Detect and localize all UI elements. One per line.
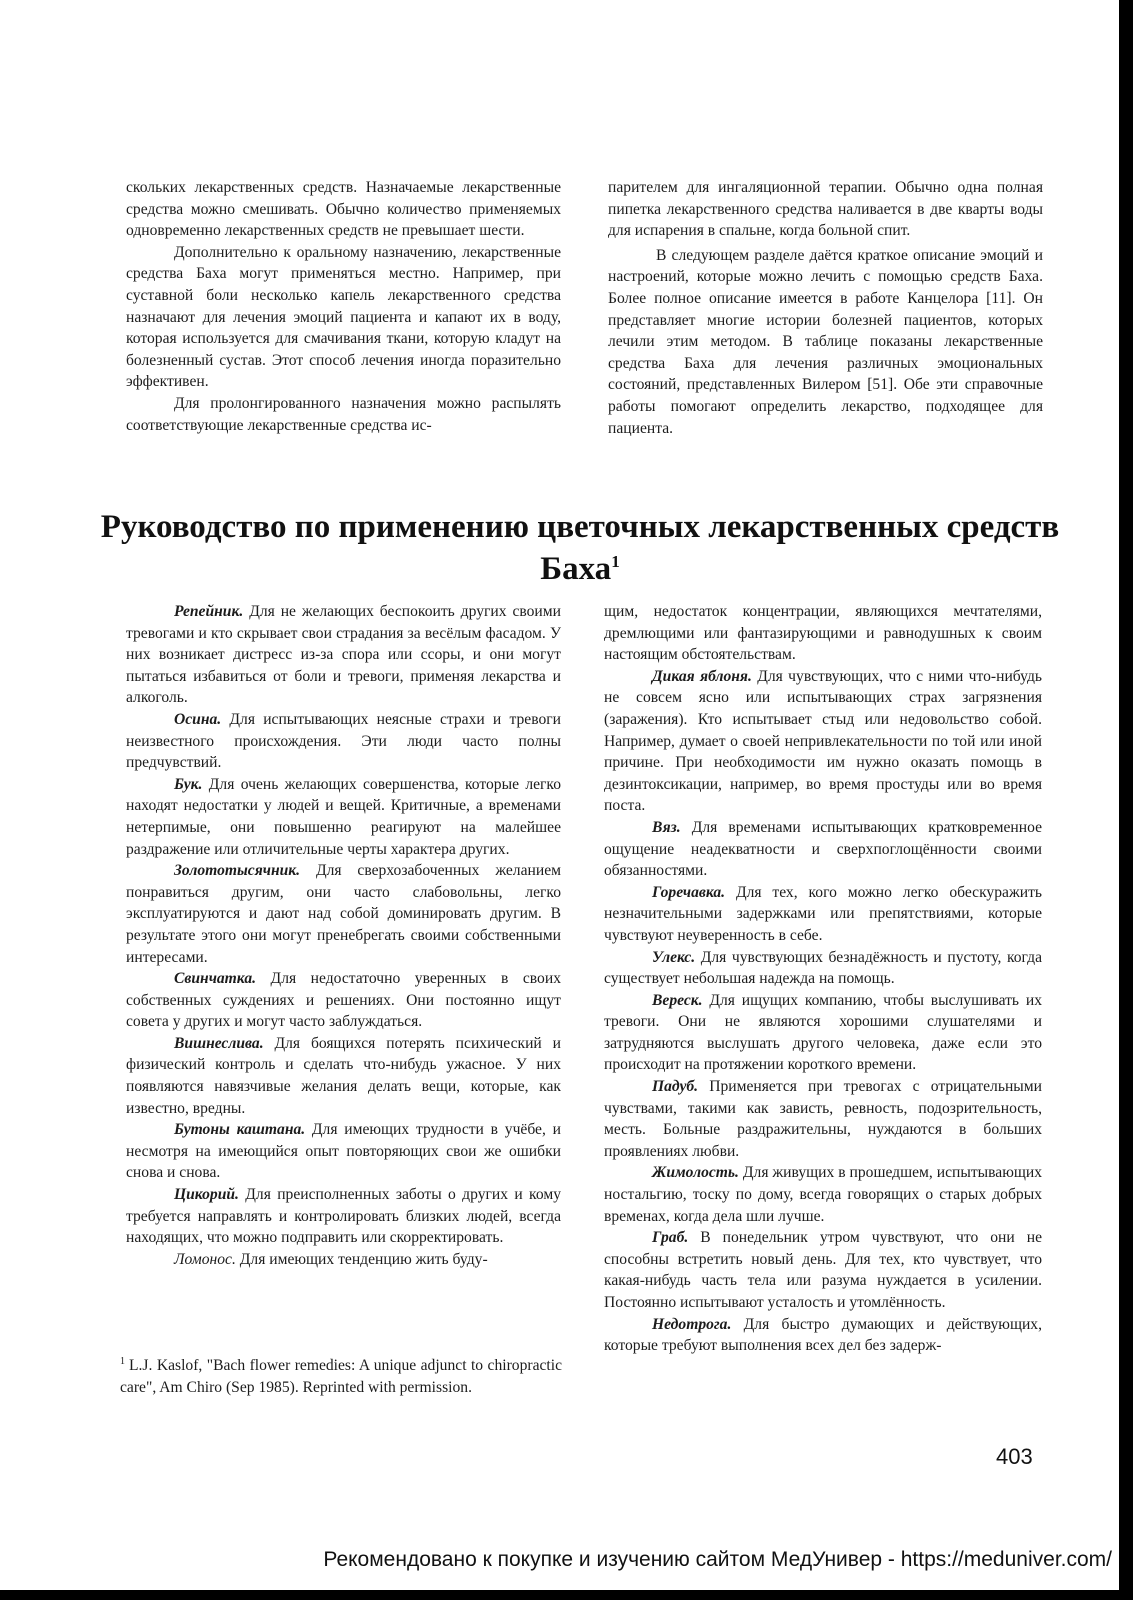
remedy-description: Для временами испытывающих кратковременное ощущение неадекватности и сверхпоглощённости своими обязанностями. [604,818,1042,880]
remedy-description: Для имеющих трудности в учёбе, и несмотря на имеющийся опыт повторяющих свои же ошибки снова и снова. [126,1121,561,1182]
paragraph: скольких лекарственных средств. Назначаемые лекарственные средства можно смешивать. Обычно количество применяемых одновременно лекарственных средств не превышает шести. [126,179,561,240]
remedy-entry [126,1033,561,1119]
remedy-name: Цикорий. [174,1186,239,1204]
scan-edge-bottom [0,1590,1133,1600]
section-heading-text: Руководство по применению цветочных лекарственных средств Баха [100,509,1060,587]
remedy-entry [604,947,1042,990]
remedy-description: Для не желающих беспокоить других своими тревогами и кто скрывает свои страдания за весёлым фасадом. У них возникает дистресс из-за спора или ссоры, и они могут пытаться избавиться от боли и тревоги, применяя лекарства и алкоголь. [126,603,561,707]
remedy-name: Падуб. [652,1078,699,1096]
paragraph: парителем для ингаляционной терапии. Обычно одна полная пипетка лекарственного средства наливается в две кварты воды для испарения в спальне, когда больной спит. [608,179,1043,240]
remedy-entry [604,882,1042,947]
remedy-description: Для чувствующих безнадёжность и пустоту, когда существует небольшая надежда на помощь. [604,948,1042,988]
remedy-description: Для преисполненных заботы о других и кому требуется направлять и контролировать близких людей, всегда находящих, что можно подправить или скорректировать. [126,1186,561,1247]
remedy-entry [126,1119,561,1184]
top-left-column [126,177,561,436]
remedy-name: Бук. [174,775,203,793]
remedy-description: Для тех, кого можно легко обескуражить незначительными задержками или препятствиями, которые чувствуют неуверенность в себе. [604,883,1042,944]
promo-footer-text: Рекомендовано к покупке и изучению сайтом МедУнивер - https://meduniver.com/ [323,1548,1112,1571]
remedy-name: Вишнеслива. [174,1034,264,1052]
remedy-description: Применяется при тревогах с отрицательными чувствами, такими как зависть, ревность, подозрительность, месть. Больные раздражительны, нуждаются в больших проявлениях любви. [604,1078,1042,1160]
remedy-entry [604,1162,1042,1227]
remedy-name: Недотрога. [652,1315,732,1333]
remedy-name: Ломонос. [174,1250,236,1268]
remedy-description: В понедельник утром чувствуют, что они не способны встретить новый день. Для тех, кто чувствует, что какая-нибудь часть тела или разума нуждается в усилении. Постоянно испытывают усталость и утомлённость. [604,1229,1042,1311]
footnote-ref: 1 [611,552,620,571]
remedy-name: Осина. [174,710,222,728]
remedy-description: Для испытывающих неясные страхи и тревоги неизвестного происхождения. Эти люди часто полны предчувствий. [126,710,561,772]
remedy-entry [604,1076,1042,1162]
remedies-right-column [604,601,1042,1357]
remedy-name: Вяз. [652,818,681,836]
remedy-name: Граб. [652,1229,689,1247]
remedy-description: Для живущих в прошедшем, испытывающих ностальгию, тоску по дому, всегда говорящих о старых добрых временах, когда дела шли лучше. [604,1164,1042,1225]
remedy-entry [604,666,1042,817]
remedy-description: Для боящихся потерять психический и физический контроль и сделать что-нибудь ужасное. У них появляются навязчивые желания делать вещи, которые, как известно, вредны. [126,1034,561,1117]
paragraph: В следующем разделе даётся краткое описание эмоций и настроений, которые можно лечить с помощью средств Баха. Более полное описание имеется в работе Канцелора [11]. Он представляет многие истории болезней пациентов, которых лечили этим методом. В таблице показаны лекарственные средства Баха для лечения различных эмоциональных состояний, представленных Вилером [51]. Обе эти справочные работы помогают определить лекарство, подходящее для пациента. [608,246,1043,437]
remedy-entry [126,968,561,1033]
scan-edge-right [1119,0,1133,1600]
remedy-entry [126,709,561,774]
top-right-column [608,177,1043,439]
remedy-name: Дикая яблоня. [652,667,752,685]
remedy-name: Жимолость. [652,1164,739,1182]
remedy-description: Для быстро думающих и действующих, которые требуют выполнения всех дел без задерж- [604,1315,1042,1355]
remedy-entry [604,1227,1042,1313]
remedy-entry [604,817,1042,882]
remedy-entry [126,601,561,709]
paragraph: Для пролонгированного назначения можно распылять соответствующие лекарственные средства ис- [126,394,561,434]
remedy-entry [126,1249,561,1271]
paragraph: Дополнительно к оральному назначению, лекарственные средства Баха могут применяться местно. Например, при суставной боли несколько капель лекарственного средства назначают для лечения эмоций пациента и капают их в воду, которая используется для смачивания ткани, которую кладут на болезненный сустав. Этот способ лечения иногда поразительно эффективен. [126,243,561,391]
footnote [120,1355,562,1399]
footnote-text: L.J. Kaslof, "Bach flower remedies: A unique adjunct to chiropractic care", Am Chiro (Sep 1985). Reprinted with permission. [120,1357,562,1396]
remedy-description: Для очень желающих совершенства, которые легко находят недостатки у людей и вещей. Критичные, а временами нетерпимые, они повышенно реагируют на малейшее раздражение или отличительные черты характера других. [126,775,561,858]
page-number: 403 [996,1444,1033,1469]
remedy-name: Вереск. [652,991,703,1009]
remedy-name: Улекс. [652,948,696,966]
remedy-entry [604,1314,1042,1357]
remedy-description: Для сверхозабоченных желанием понравиться другим, они часто слабовольны, легко эксплуатируются и дают над собой доминировать другим. В результате этого они могут пренебрегать своими собственными интересами. [126,862,561,966]
remedy-name: Горечавка. [652,883,726,901]
remedy-description: Для чувствующих, что с ними что-нибудь не совсем ясно или испытывающих страх загрязнения (заражения). Кто испытывает стыд или недовольство собой. Например, думает о своей непривлекательности по той или иной причине. При необходимости им нужно оказать помощь в дезинтоксикации, например, во время простуды или во время поста. [604,667,1043,815]
remedy-name: Золототысячник. [174,862,301,880]
remedy-description: Для недостаточно уверенных в своих собственных суждениях и решениях. Они постоянно ищут совета у других и могут часто заблуждаться. [126,970,561,1031]
remedy-entry [604,990,1042,1076]
remedy-entry [126,774,561,860]
remedy-description: Для ищущих компанию, чтобы выслушивать их тревоги. Они не являются хорошими слушателями и затрудняются выслушать другого человека, даже если это происходит на протяжении короткого времени. [604,991,1042,1074]
remedy-name: Репейник. [174,603,244,620]
remedy-entry [126,1184,561,1249]
remedy-name: Свинчатка. [174,970,257,988]
remedy-entry [126,860,561,968]
section-heading [100,506,1060,590]
continued-paragraph: щим, недостаток концентрации, являющихся мечтателями, дремлющими или фантазирующими и равнодушных к своим настоящим обстоятельствам. [604,603,1042,664]
remedies-left-column [126,601,561,1270]
remedy-description: Для имеющих тенденцию жить буду- [235,1250,488,1268]
remedy-name: Бутоны каштана. [174,1121,306,1139]
footnote-marker: 1 [120,1355,125,1367]
